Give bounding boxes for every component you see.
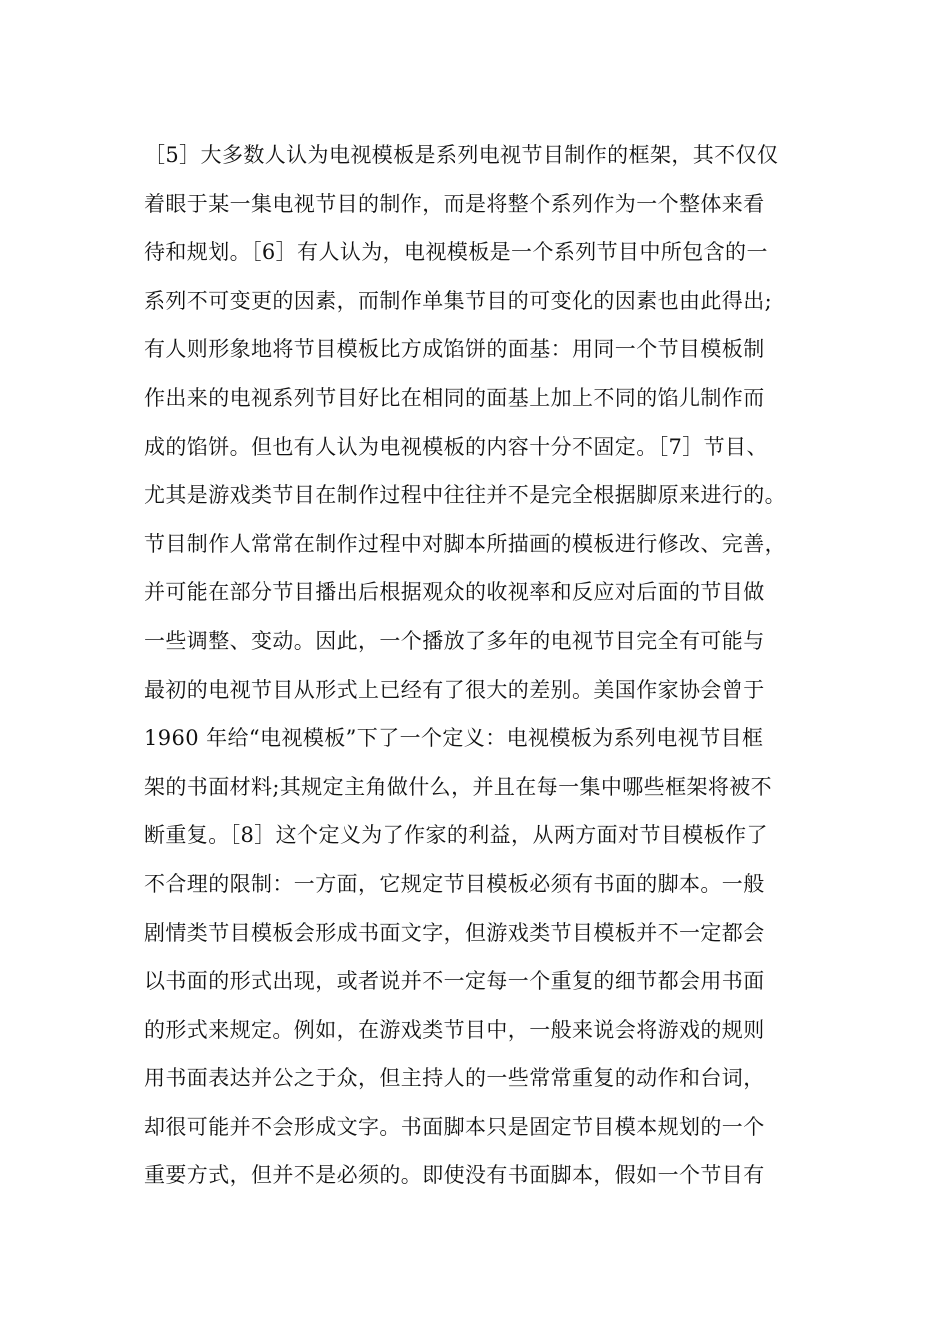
text-line-9: 节目制作人常常在制作过程中对脚本所描画的模板进行修改、完善， <box>144 531 786 556</box>
text-line-1: ［5］大多数人认为电视模板是系列电视节目制作的框架，其不仅仅 <box>144 143 779 167</box>
text-line-13: 1960 年给“电视模板”下了一个定义：电视模板为系列电视节目框 <box>144 726 764 751</box>
text-line-22: 重要方式，但并不是必须的。即使没有书面脚本，假如一个节目有 <box>144 1163 765 1188</box>
text-line-16: 不合理的限制：一方面，它规定节目模板必须有书面的脚本。一般 <box>144 871 765 896</box>
body-text <box>144 131 824 1200</box>
text-line-7: 成的馅饼。但也有人认为电视模板的内容十分不固定。［7］节目、 <box>144 434 768 459</box>
text-line-19: 的形式来规定。例如，在游戏类节目中，一般来说会将游戏的规则 <box>144 1017 765 1042</box>
text-line-6: 作出来的电视系列节目好比在相同的面基上加上不同的馅儿制作而 <box>144 385 765 410</box>
text-line-15: 断重复。［8］这个定义为了作家的利益，从两方面对节目模板作了 <box>144 823 768 848</box>
text-line-4: 系列不可变更的因素，而制作单集节目的可变化的因素也由此得出; <box>144 288 773 313</box>
text-line-14: 架的书面材料;其规定主角做什么，并且在每一集中哪些框架将被不 <box>144 774 773 799</box>
text-line-5: 有人则形象地将节目模板比方成馅饼的面基：用同一个节目模板制 <box>144 337 765 362</box>
text-line-3: 待和规划。［6］有人认为，电视模板是一个系列节目中所包含的一 <box>144 240 768 265</box>
text-line-20: 用书面表达并公之于众，但主持人的一些常常重复的动作和台词， <box>144 1066 765 1091</box>
text-line-18: 以书面的形式出现，或者说并不一定每一个重复的细节都会用书面 <box>144 969 765 994</box>
text-line-12: 最初的电视节目从形式上已经有了很大的差别。美国作家协会曾于 <box>144 677 765 702</box>
text-line-21: 却很可能并不会形成文字。书面脚本只是固定节目模本规划的一个 <box>144 1114 765 1139</box>
text-line-11: 一些调整、变动。因此，一个播放了多年的电视节目完全有可能与 <box>144 628 765 653</box>
text-line-2: 着眼于某一集电视节目的制作，而是将整个系列作为一个整体来看 <box>144 191 765 216</box>
text-line-10: 并可能在部分节目播出后根据观众的收视率和反应对后面的节目做 <box>144 580 765 605</box>
text-line-17: 剧情类节目模板会形成书面文字，但游戏类节目模板并不一定都会 <box>144 920 765 945</box>
text-line-8: 尤其是游戏类节目在制作过程中往往并不是完全根据脚原来进行的。 <box>144 483 786 508</box>
